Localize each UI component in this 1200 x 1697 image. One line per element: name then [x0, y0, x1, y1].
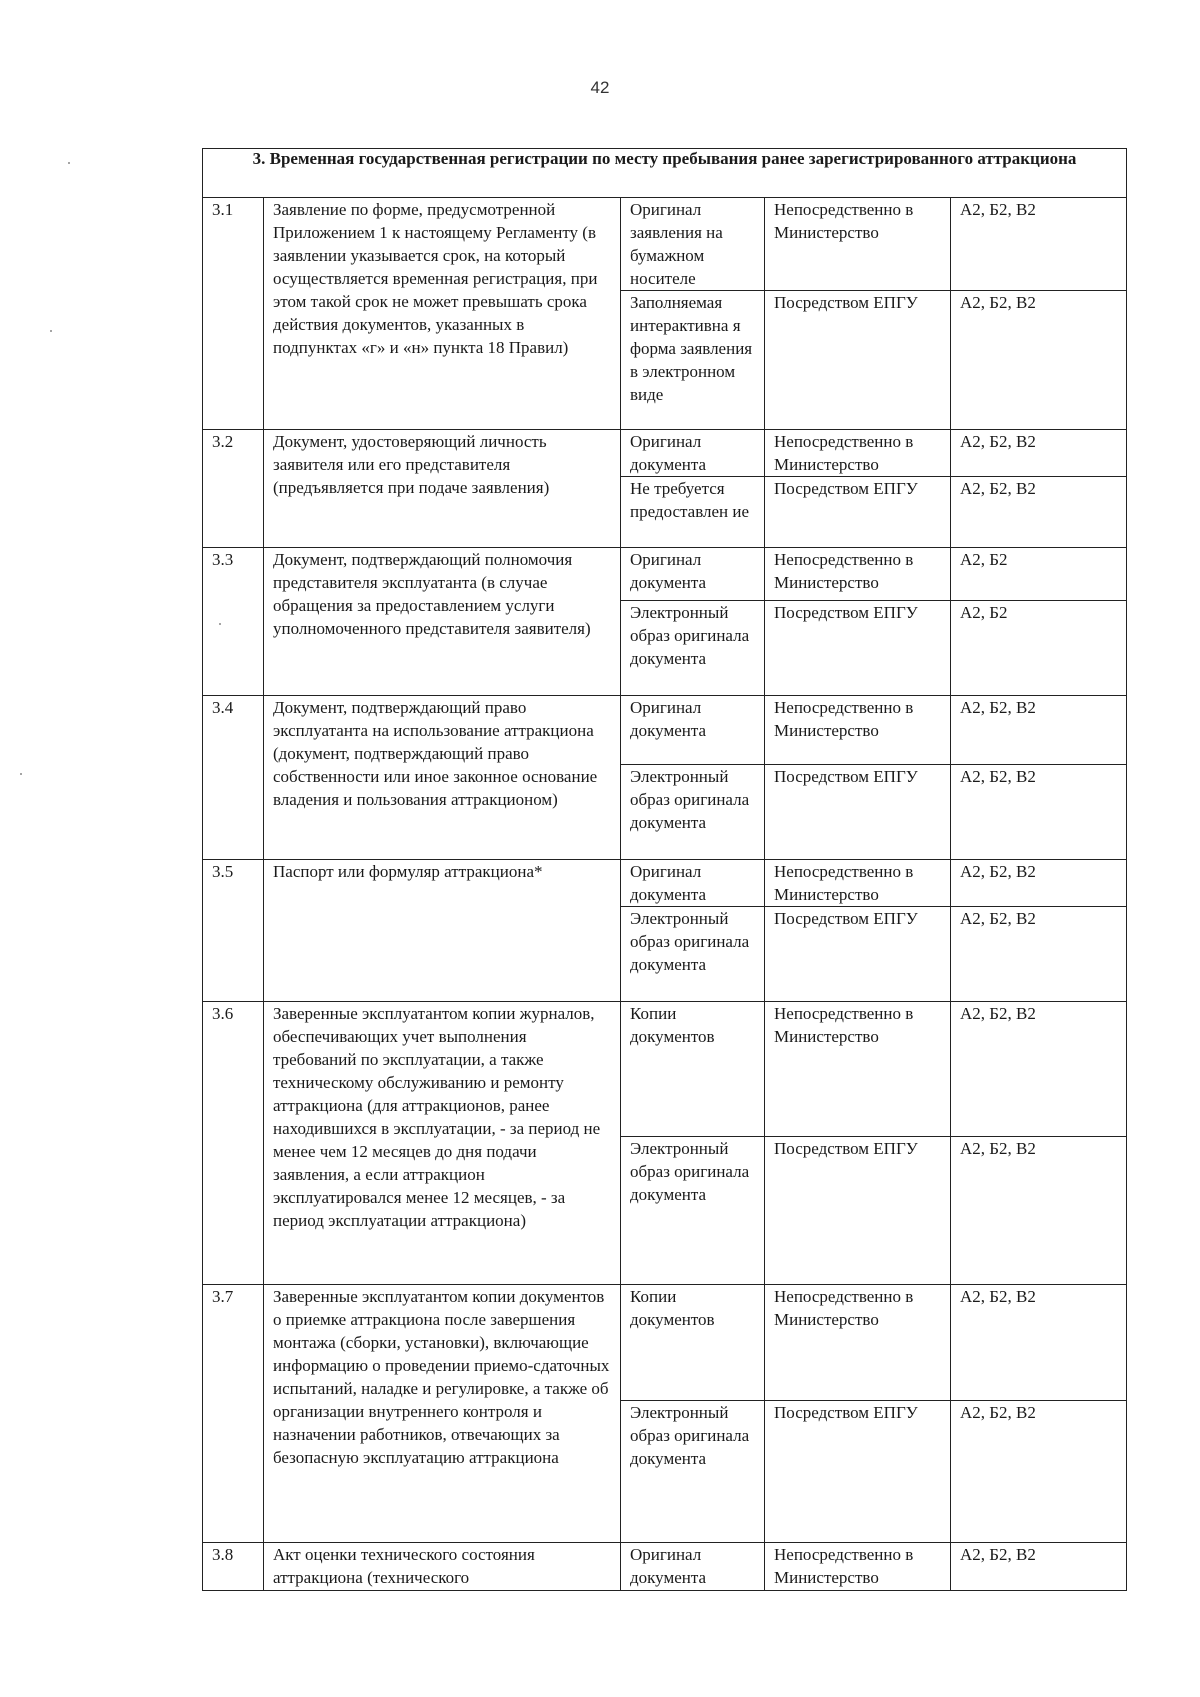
section-title: 3. Временная государственная регистрации по месту пребывания ранее зарегистрированного аттракциона	[203, 149, 1127, 198]
submission-form: Электронный образ оригинала документа	[621, 1401, 765, 1543]
applicant-codes: А2, Б2, В2	[951, 907, 1127, 1002]
applicant-codes: А2, Б2, В2	[951, 1285, 1127, 1401]
applicant-codes: А2, Б2, В2	[951, 1401, 1127, 1543]
submission-form: Не требуется предоставлен ие	[621, 477, 765, 548]
submission-form: Электронный образ оригинала документа	[621, 765, 765, 860]
submission-form: Электронный образ оригинала документа	[621, 1137, 765, 1285]
applicant-codes: А2, Б2, В2	[951, 1137, 1127, 1285]
submission-method: Посредством ЕПГУ	[765, 1401, 951, 1543]
applicant-codes: А2, Б2	[951, 548, 1127, 601]
submission-form: Оригинал документа	[621, 430, 765, 477]
scan-speck	[50, 330, 52, 332]
scan-speck	[68, 162, 70, 164]
table-row	[203, 696, 1127, 765]
scan-speck	[20, 773, 22, 775]
row-number: 3.4	[203, 696, 264, 860]
documents-table	[202, 148, 1127, 1591]
submission-method: Посредством ЕПГУ	[765, 907, 951, 1002]
table-row	[203, 548, 1127, 601]
applicant-codes: А2, Б2, В2	[951, 765, 1127, 860]
applicant-codes: А2, Б2, В2	[951, 198, 1127, 291]
submission-form: Оригинал документа	[621, 548, 765, 601]
submission-form: Электронный образ оригинала документа	[621, 601, 765, 696]
submission-method: Непосредственно в Министерство	[765, 860, 951, 907]
submission-form: Оригинал документа	[621, 860, 765, 907]
submission-method: Непосредственно в Министерство	[765, 1285, 951, 1401]
submission-method: Непосредственно в Министерство	[765, 1543, 951, 1591]
submission-form: Электронный образ оригинала документа	[621, 907, 765, 1002]
document-description: Документ, подтверждающий полномочия представителя эксплуатанта (в случае обращения за предоставлением услуги уполномоченного представителя заявителя)	[264, 548, 621, 696]
applicant-codes: А2, Б2, В2	[951, 1543, 1127, 1591]
submission-method: Посредством ЕПГУ	[765, 601, 951, 696]
submission-method: Посредством ЕПГУ	[765, 291, 951, 430]
row-number: 3.8	[203, 1543, 264, 1591]
row-number: 3.7	[203, 1285, 264, 1543]
row-number: 3.1	[203, 198, 264, 430]
document-description: Документ, удостоверяющий личность заявителя или его представителя (предъявляется при подаче заявления)	[264, 430, 621, 548]
table-row	[203, 860, 1127, 907]
submission-method: Посредством ЕПГУ	[765, 477, 951, 548]
row-number: 3.6	[203, 1002, 264, 1285]
applicant-codes: А2, Б2, В2	[951, 477, 1127, 548]
row-number: 3.2	[203, 430, 264, 548]
section-header-row	[203, 149, 1127, 198]
submission-method: Посредством ЕПГУ	[765, 1137, 951, 1285]
page-number: 42	[590, 78, 610, 97]
submission-form: Копии документов	[621, 1285, 765, 1401]
applicant-codes: А2, Б2, В2	[951, 696, 1127, 765]
submission-form: Заполняемая интерактивна я форма заявления в электронном виде	[621, 291, 765, 430]
applicant-codes: А2, Б2	[951, 601, 1127, 696]
submission-method: Непосредственно в Министерство	[765, 696, 951, 765]
table-row	[203, 1285, 1127, 1401]
table-row	[203, 1543, 1127, 1591]
table-row	[203, 430, 1127, 477]
submission-method: Непосредственно в Министерство	[765, 1002, 951, 1137]
row-number: 3.5	[203, 860, 264, 1002]
submission-form: Оригинал документа	[621, 1543, 765, 1591]
document-description: Заявление по форме, предусмотренной Приложением 1 к настоящему Регламенту (в заявлении указывается срок, на который осуществляется временная регистрация, при этом такой срок не может превышать срока действия документов, указанных в подпунктах «г» и «н» пункта 18 Правил)	[264, 198, 621, 430]
row-number: 3.3	[203, 548, 264, 696]
submission-method: Непосредственно в Министерство	[765, 430, 951, 477]
submission-method: Непосредственно в Министерство	[765, 198, 951, 291]
applicant-codes: А2, Б2, В2	[951, 1002, 1127, 1137]
submission-form: Оригинал заявления на бумажном носителе	[621, 198, 765, 291]
scan-speck	[219, 623, 221, 625]
document-description: Паспорт или формуляр аттракциона*	[264, 860, 621, 1002]
document-description: Заверенные эксплуатантом копии журналов, обеспечивающих учет выполнения требований по эксплуатации, а также техническому обслуживанию и ремонту аттракциона (для аттракционов, ранее находившихся в эксплуатации, - за период не менее чем 12 месяцев до дня подачи заявления, а если аттракцион эксплуатировался менее 12 месяцев, - за период эксплуатации аттракциона)	[264, 1002, 621, 1285]
submission-form: Копии документов	[621, 1002, 765, 1137]
submission-form: Оригинал документа	[621, 696, 765, 765]
applicant-codes: А2, Б2, В2	[951, 860, 1127, 907]
submission-method: Непосредственно в Министерство	[765, 548, 951, 601]
submission-method: Посредством ЕПГУ	[765, 765, 951, 860]
document-description: Заверенные эксплуатантом копии документов о приемке аттракциона после завершения монтажа (сборки, установки), включающие информацию о проведении приемо-сдаточных испытаний, наладке и регулировке, а также об организации внутреннего контроля и назначении работников, отвечающих за безопасную эксплуатацию аттракциона	[264, 1285, 621, 1543]
document-description: Документ, подтверждающий право эксплуатанта на использование аттракциона (документ, подтверждающий право собственности или иное законное основание владения и пользования аттракционом)	[264, 696, 621, 860]
applicant-codes: А2, Б2, В2	[951, 291, 1127, 430]
applicant-codes: А2, Б2, В2	[951, 430, 1127, 477]
table-row	[203, 198, 1127, 291]
document-description: Акт оценки технического состояния аттракциона (технического	[264, 1543, 621, 1591]
table-row	[203, 1002, 1127, 1137]
